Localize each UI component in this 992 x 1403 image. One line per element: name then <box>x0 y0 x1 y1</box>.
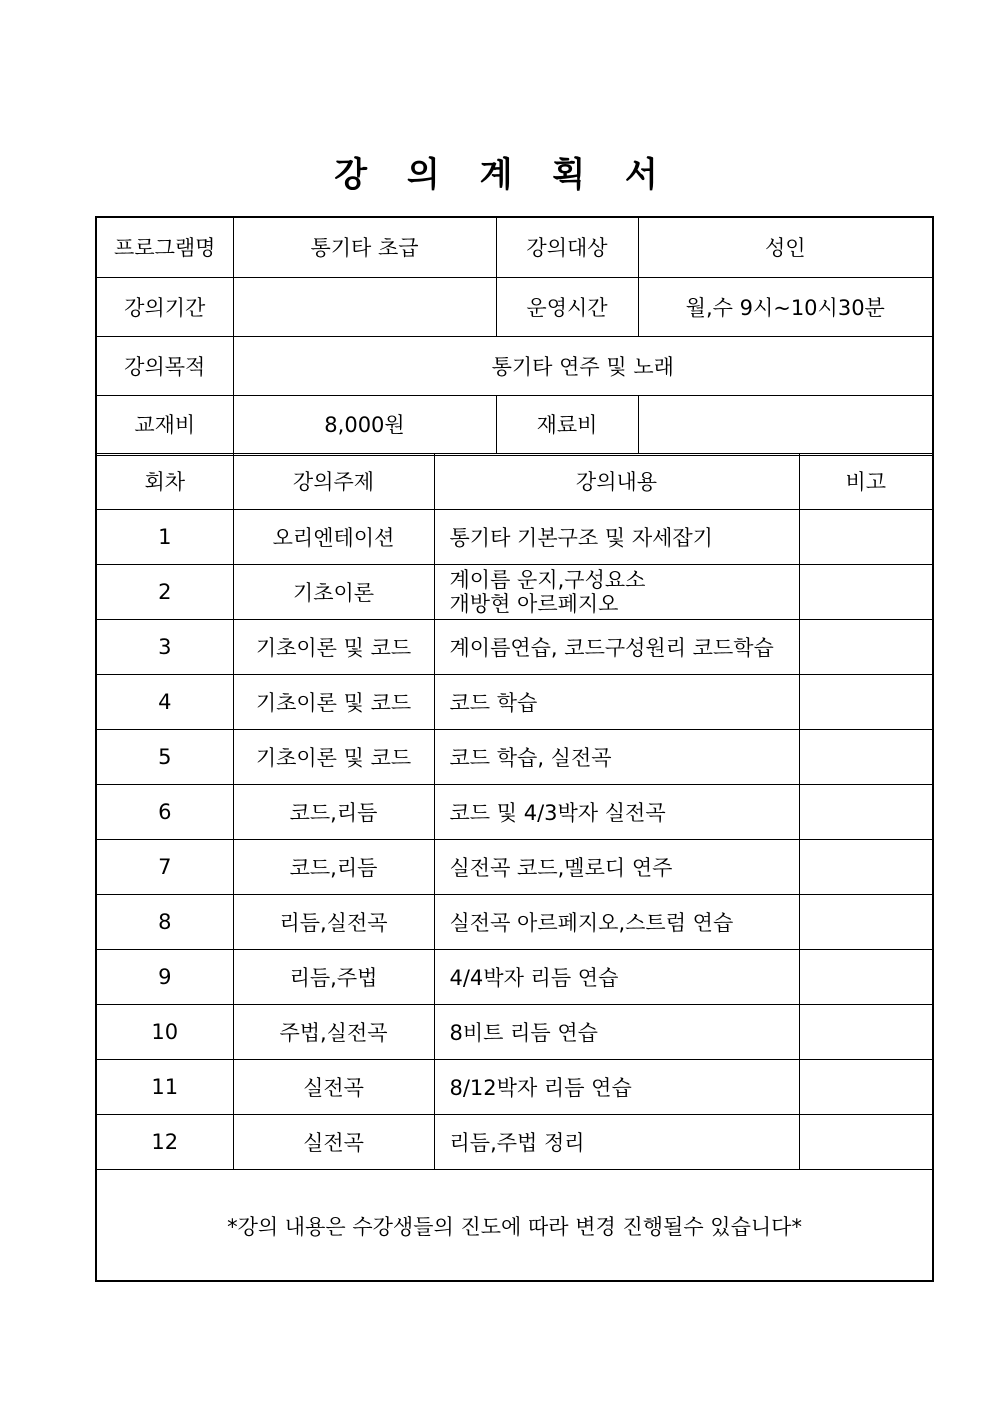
session-remarks <box>799 729 932 784</box>
program-value: 통기타 초급 <box>233 218 496 277</box>
session-content <box>434 564 799 619</box>
hours-label: 운영시간 <box>496 277 638 336</box>
material-label: 재료비 <box>496 395 638 454</box>
session-number: 2 <box>97 564 233 619</box>
session-remarks <box>799 619 932 674</box>
session-number: 4 <box>97 674 233 729</box>
session-remarks <box>799 839 932 894</box>
schedule-row <box>97 784 932 839</box>
session-remarks <box>799 949 932 1004</box>
session-content: 코드 및 4/3박자 실전곡 <box>434 784 799 839</box>
target-label: 강의대상 <box>496 218 638 277</box>
session-topic: 실전곡 <box>233 1114 434 1169</box>
session-number: 6 <box>97 784 233 839</box>
schedule-row <box>97 564 932 619</box>
session-number: 3 <box>97 619 233 674</box>
session-content-line-2: 개방현 아르페지오 <box>449 591 619 616</box>
footnote: *강의 내용은 수강생들의 진도에 따라 변경 진행될수 있습니다* <box>227 1214 802 1239</box>
schedule-row <box>97 839 932 894</box>
session-remarks <box>799 509 932 564</box>
schedule-row <box>97 1114 932 1169</box>
session-number: 10 <box>97 1004 233 1059</box>
purpose-value: 통기타 연주 및 노래 <box>233 336 932 395</box>
schedule-row <box>97 1004 932 1059</box>
session-number: 9 <box>97 949 233 1004</box>
session-number: 1 <box>97 509 233 564</box>
session-number: 7 <box>97 839 233 894</box>
info-row-cost <box>97 395 932 454</box>
session-topic: 코드,리듬 <box>233 784 434 839</box>
session-topic: 기초이론 및 코드 <box>233 729 434 784</box>
session-content: 8/12박자 리듬 연습 <box>434 1059 799 1114</box>
session-number: 8 <box>97 894 233 949</box>
info-row-period <box>97 277 932 336</box>
schedule-row <box>97 949 932 1004</box>
session-topic: 실전곡 <box>233 1059 434 1114</box>
program-label: 프로그램명 <box>97 218 233 277</box>
info-row-program <box>97 218 932 277</box>
session-remarks <box>799 564 932 619</box>
session-topic: 리듬,실전곡 <box>233 894 434 949</box>
session-remarks <box>799 1059 932 1114</box>
schedule-row <box>97 729 932 784</box>
info-table <box>97 218 932 456</box>
session-remarks <box>799 1004 932 1059</box>
session-remarks <box>799 674 932 729</box>
header-remarks: 비고 <box>799 454 932 509</box>
session-content: 실전곡 아르페지오,스트럼 연습 <box>434 894 799 949</box>
session-content: 계이름연습, 코드구성원리 코드학습 <box>434 619 799 674</box>
session-remarks <box>799 1114 932 1169</box>
schedule-row <box>97 1059 932 1114</box>
session-content: 통기타 기본구조 및 자세잡기 <box>434 509 799 564</box>
session-remarks <box>799 894 932 949</box>
header-session: 회차 <box>97 454 233 509</box>
session-topic: 기초이론 <box>233 564 434 619</box>
session-content: 코드 학습 <box>434 674 799 729</box>
session-content: 실전곡 코드,멜로디 연주 <box>434 839 799 894</box>
schedule-row <box>97 674 932 729</box>
schedule-row <box>97 509 932 564</box>
session-content: 8비트 리듬 연습 <box>434 1004 799 1059</box>
schedule-header-row <box>97 454 932 509</box>
session-number: 12 <box>97 1114 233 1169</box>
textbook-value: 8,000원 <box>233 395 496 454</box>
info-row-purpose <box>97 336 932 395</box>
schedule-table <box>97 454 932 1170</box>
session-topic: 코드,리듬 <box>233 839 434 894</box>
hours-value: 월,수 9시~10시30분 <box>638 277 932 336</box>
purpose-label: 강의목적 <box>97 336 233 395</box>
header-topic: 강의주제 <box>233 454 434 509</box>
session-content: 4/4박자 리듬 연습 <box>434 949 799 1004</box>
session-number: 11 <box>97 1059 233 1114</box>
session-content: 리듬,주법 정리 <box>434 1114 799 1169</box>
session-content-line-1: 계이름 운지,구성요소 <box>449 567 646 592</box>
schedule-row <box>97 894 932 949</box>
schedule-row <box>97 619 932 674</box>
material-value <box>638 395 932 454</box>
header-content: 강의내용 <box>434 454 799 509</box>
period-value <box>233 277 496 336</box>
session-topic: 기초이론 및 코드 <box>233 674 434 729</box>
session-topic: 주법,실전곡 <box>233 1004 434 1059</box>
session-topic: 리듬,주법 <box>233 949 434 1004</box>
document-title: 강 의 계 획 서 <box>334 155 672 195</box>
session-content: 코드 학습, 실전곡 <box>434 729 799 784</box>
plan-table-frame <box>95 216 934 1282</box>
period-label: 강의기간 <box>97 277 233 336</box>
textbook-label: 교재비 <box>97 395 233 454</box>
session-topic: 기초이론 및 코드 <box>233 619 434 674</box>
session-topic: 오리엔테이션 <box>233 509 434 564</box>
target-value: 성인 <box>638 218 932 277</box>
session-number: 5 <box>97 729 233 784</box>
session-remarks <box>799 784 932 839</box>
